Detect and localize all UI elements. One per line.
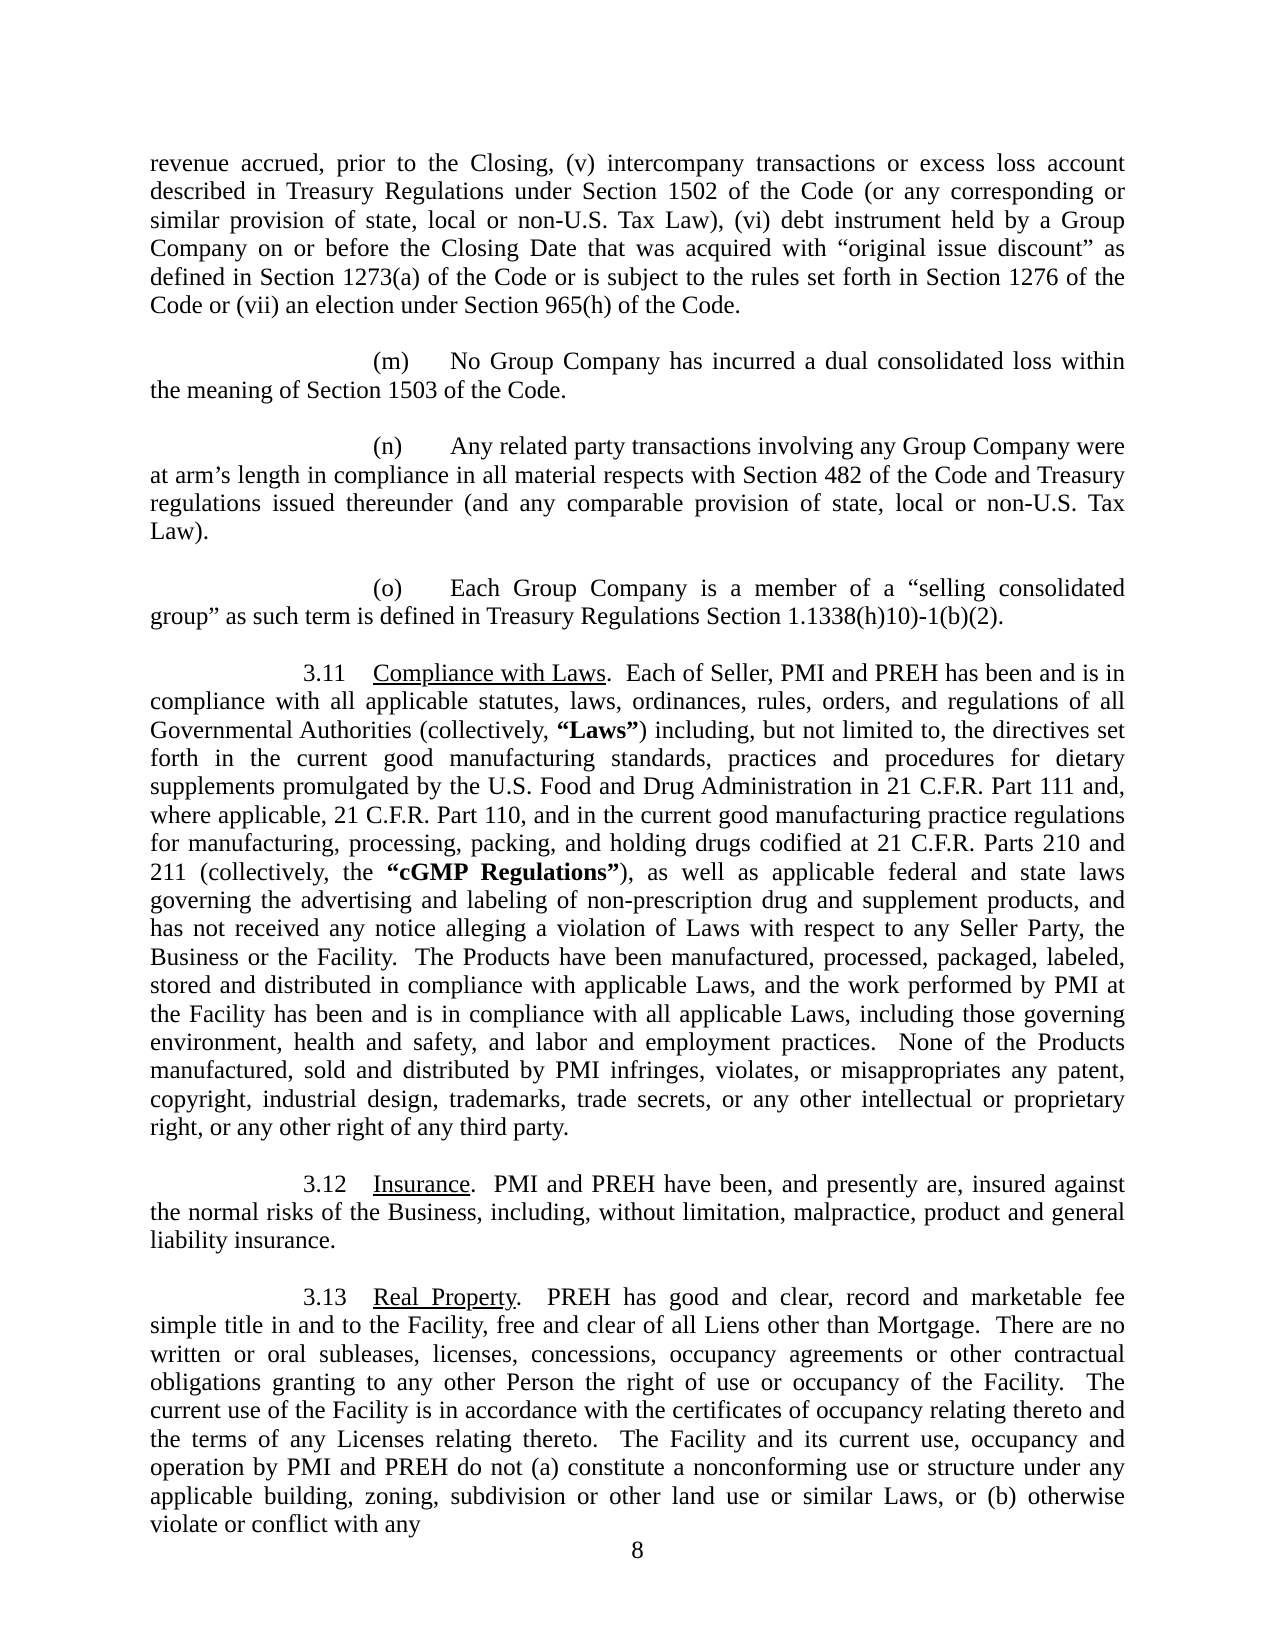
paragraph — [150, 575, 1125, 632]
paragraph — [150, 1171, 1125, 1256]
text-run: “Laws” — [556, 716, 639, 744]
section-heading: Compliance with Laws — [373, 659, 606, 687]
page-number: 8 — [631, 1537, 644, 1564]
paragraph-label: 3.11 — [303, 659, 346, 687]
text-run: revenue accrued, prior to the Closing, (v) intercompany transactions or excess loss account described in Treasury Regulations under Section 1502 of the Code (or any corresponding or similar provision of state, local or non-U.S. Tax Law), (vi) debt instrument held by a Group Company on or before the Closing Date that was acquired with “original issue discount” as defined in Section 1273(a) of the Code or is subject to the rules set forth in Section 1276 of the Code or (vii) an election under Section 965(h) of the Code. — [150, 150, 1125, 320]
paragraph-label: (o) — [373, 574, 403, 602]
paragraph-label: 3.12 — [303, 1170, 347, 1198]
text-run: . Each of Seller, PMI and PREH has been and is in compliance with all applicable statutes, laws, ordinances, rules, orders, and regulations of all Governmental Authorities (collectively, — [150, 659, 1126, 744]
text-run: “cGMP Regulations” — [386, 858, 620, 886]
paragraph — [150, 348, 1125, 405]
text-run: No Group Company has incurred a dual consolidated loss within the meaning of Section 1503 of the Code. — [150, 348, 1125, 404]
paragraph — [150, 433, 1125, 547]
text-run: ), as well as applicable federal and state laws governing the advertising and labeling of non-prescription drug and supplement products, and has not received any notice alleging a violation of Laws with respect to any Seller Party, the Business or the Facility. The Products have been manufactured, processed, packaged, labeled, stored and distributed in compliance with applicable Laws, and the work performed by PMI at the Facility has been and is in compliance with all applicable Laws, including those governing environment, health and safety, and labor and employment practices. None of the Products manufactured, sold and distributed by PMI infringes, violates, or misappropriates any patent, copyright, industrial design, trademarks, trade secrets, or any other intellectual or proprietary right, or any other right of any third party. — [150, 858, 1125, 1142]
document-body — [150, 150, 1125, 1567]
paragraph — [150, 1284, 1125, 1540]
text-run: Any related party transactions involving any Group Company were at arm’s length in compliance in all material respects with Section 482 of the Code and Treasury regulations issued thereunder (and any comparable provision of state, local or non-U.S. Tax Law). — [150, 433, 1125, 546]
paragraph-label: (m) — [373, 348, 410, 376]
text-run: ) including, but not limited to, the directives set forth in the current good manufacturing standards, practices and procedures for dietary supplements promulgated by the U.S. Food and Drug Administration in 21 C.F.R. Part 111 and, where applicable, 21 C.F.R. Part 110, and in the current good manufacturing practice regulations for manufacturing, processing, packing, and holding drugs codified at 21 C.F.R. Parts 210 and 211 (collectively, the — [150, 716, 1125, 886]
section-heading: Real Property — [373, 1283, 516, 1311]
section-heading: Insurance — [373, 1170, 471, 1198]
paragraph — [150, 660, 1125, 1143]
text-run: . PREH has good and clear, record and marketable fee simple title in and to the Facility, free and clear of all Liens other than Mortgage. There are no written or oral subleases, licenses, concessions, occupancy agreements or other contractual obligations granting to any other Person the right of use or occupancy of the Facility. The current use of the Facility is in accordance with the certificates of occupancy relating thereto and the terms of any Licenses relating thereto. The Facility and its current use, occupancy and operation by PMI and PREH do not (a) constitute a nonconforming use or structure under any applicable building, zoning, subdivision or other land use or similar Laws, or (b) otherwise violate or conflict with any — [150, 1283, 1125, 1539]
paragraph-label: (n) — [373, 433, 403, 461]
text-run: Each Group Company is a member of a “selling consolidated group” as such term is defined in Treasury Regulations Section 1.1338(h)10)-1(b)(2). — [150, 574, 1125, 631]
text-run: . PMI and PREH have been, and presently are, insured against the normal risks of the Business, including, without limitation, malpractice, product and general liability insurance. — [150, 1170, 1125, 1255]
paragraph-label: 3.13 — [303, 1283, 347, 1311]
paragraph — [150, 150, 1125, 320]
